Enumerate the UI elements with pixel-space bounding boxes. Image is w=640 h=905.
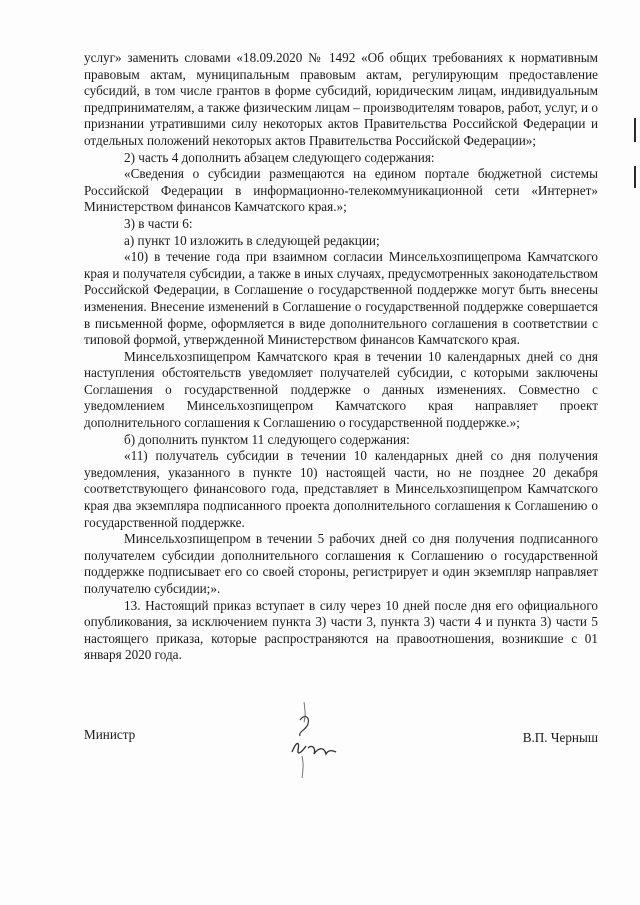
paragraph: Минсельхозпищепром в течении 5 рабочих дней со дня получения подписанного получателем субсидии дополнительного соглашения к Соглашению о государственной поддержке подписывает его со своей стороны, регистрирует и один экземпляр направляет получателю субсидии;». [84, 531, 598, 596]
paragraph: «Сведения о субсидии размещаются на едином портале бюджетной системы Российской Федерации в информационно-телекоммуникационной сети «Интернет» Министерством финансов Камчатского края.»; [84, 166, 598, 215]
paragraph: 13. Настоящий приказ вступает в силу через 10 дней после дня его официального опубликования, за исключением пункта 3) части 3, пункта 3) части 4 и пункта 3) части 5 настоящего приказа, которые распространяются на правоотношения, возникшие с 01 января 2020 года. [84, 597, 598, 663]
document-body [84, 50, 598, 664]
signatory-title: Министр [84, 727, 136, 742]
paragraph: «10) в течение года при взаимном согласии Минсельхозпищепрома Камчатского края и получателя субсидии, а также в иных случаях, предусмотренных законодательством Российской Федерации, в Соглашение о государственной поддержке могут быть внесены изменения. Внесение изменений в Соглашение о государственной поддержке совершается в письменной форме, оформляется в виде дополнительного соглашения в соответствии с типовой формой, утвержденной Министерством финансов Камчатского края. [84, 249, 598, 348]
handwritten-signature-icon [278, 690, 348, 780]
signatory-name: В.П. Черныш [522, 730, 598, 745]
paragraph: 3) в части 6: [124, 215, 193, 231]
paragraph: 2) часть 4 дополнить абзацем следующего содержания: [124, 149, 435, 165]
paragraph: «11) получатель субсидии в течении 10 календарных дней со дня получения уведомления, указанного в пункте 10) настоящей части, но не позднее 20 декабря соответствующего финансового года, представляет в Минсельхозпищепром Камчатского края два экземпляра подписанного проекта дополнительного соглашения к Соглашению о государственной поддержке. [84, 448, 598, 530]
scan-edge-mark [634, 166, 636, 188]
paragraph: а) пункт 10 изложить в следующей редакции; [124, 232, 380, 248]
scan-edge-mark [634, 118, 636, 142]
paragraph: б) дополнить пунктом 11 следующего содержания: [124, 431, 410, 447]
paragraph: Минсельхозпищепром Камчатского края в течении 10 календарных дней со дня наступления обстоятельств уведомляет получателей субсидии, с которыми заключены Соглашения о государственной поддержке о данных изменениях. Совместно с уведомлением Минсельхозпищепром Камчатского края направляет проект дополнительного соглашения к Соглашению о государственной поддержке.»; [84, 348, 598, 431]
paragraph: услуг» заменить словами «18.09.2020 № 1492 «Об общих требованиях к нормативным правовым актам, муниципальным правовым актам, регулирующим предоставление субсидий, в том числе грантов в форме субсидий, юридическим лицам, индивидуальным предпринимателям, а также физическим лицам – производителям товаров, работ, услуг, и о признании утратившими силу некоторых актов Правительства Российской Федерации и отдельных положений некоторых актов Правительства Российской Федерации»; [84, 50, 598, 148]
